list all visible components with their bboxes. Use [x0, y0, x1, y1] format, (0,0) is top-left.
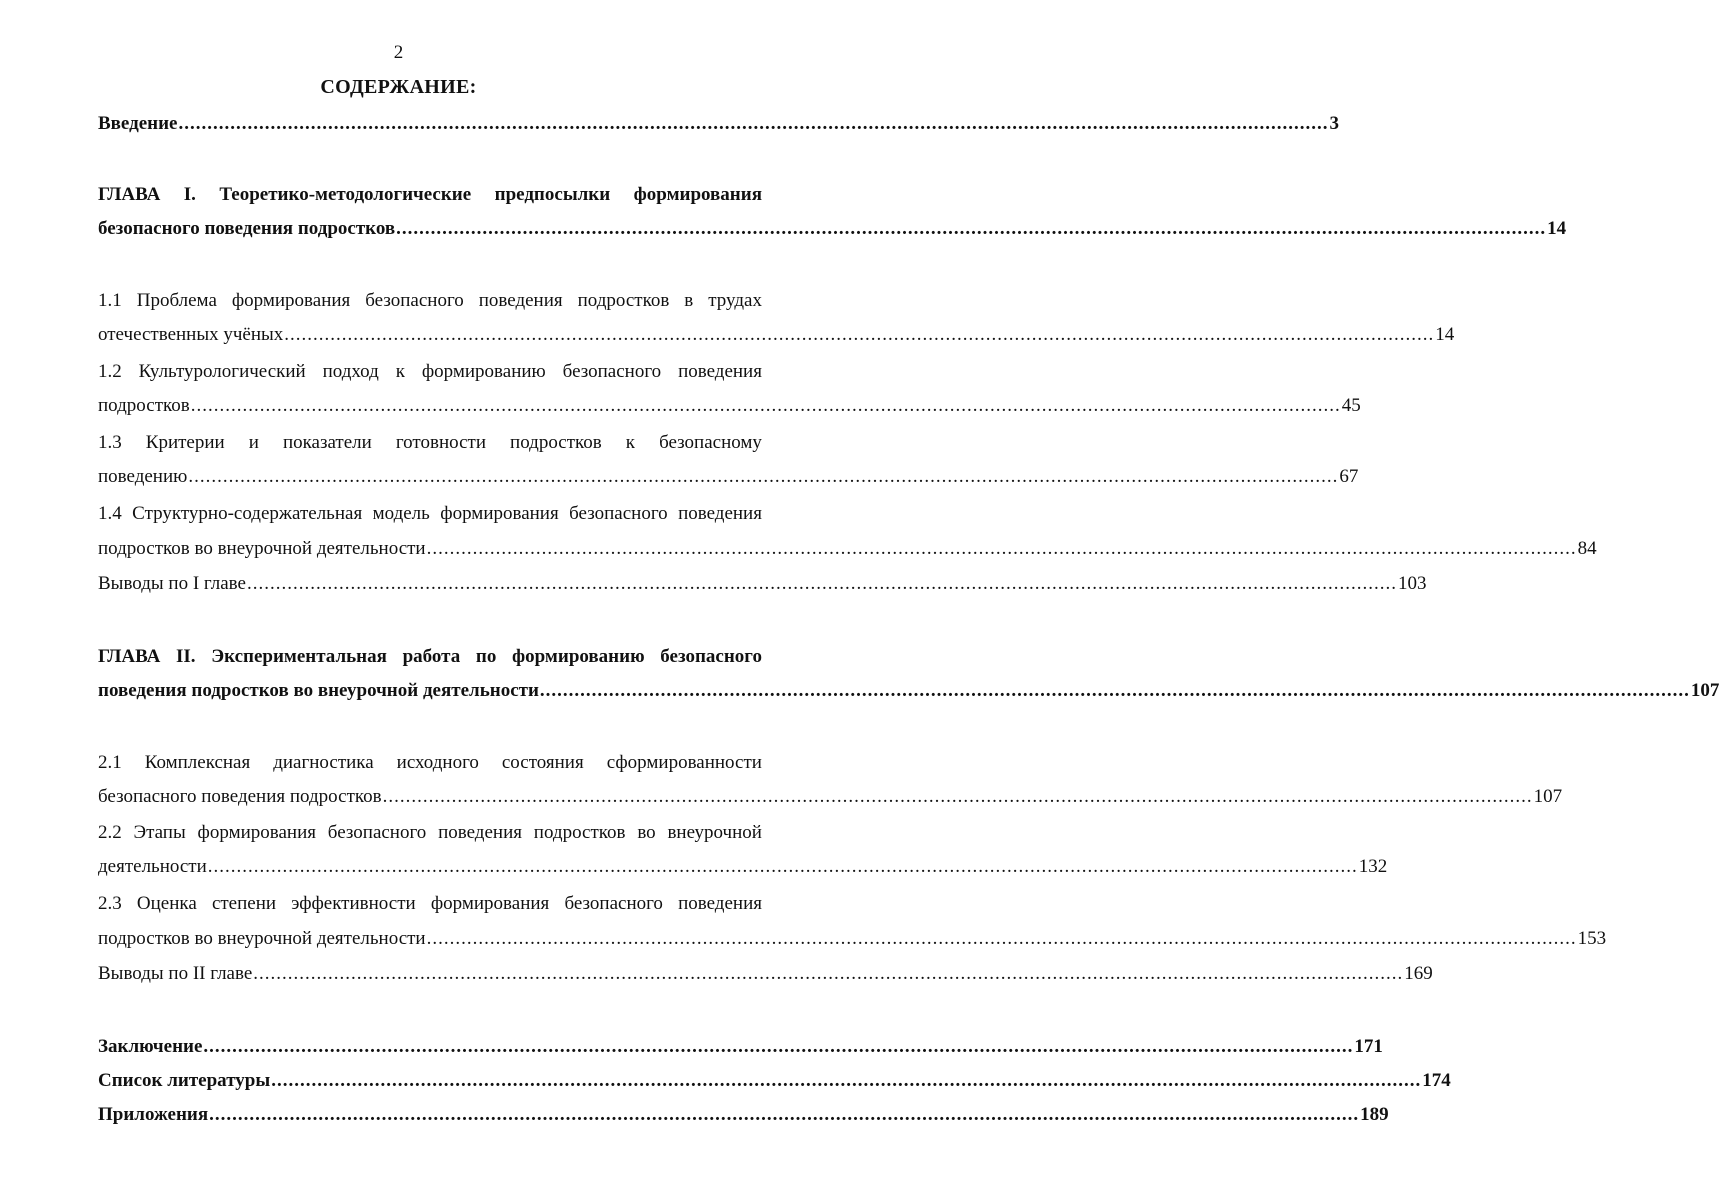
word: Структурно-содержательная — [132, 503, 363, 524]
word: 2.3 — [98, 893, 122, 914]
dot-leader: ........................................................................................................................................................................................................ — [426, 538, 1577, 559]
word: Оценка — [136, 893, 197, 914]
page-number: 2 — [393, 42, 404, 63]
dot-leader: ........................................................................................................................................................................................................ — [396, 218, 1547, 239]
dot-leader: ........................................................................................................................................................................................................ — [190, 395, 1341, 416]
toc-entry-conclusion[interactable] — [98, 1035, 1383, 1059]
word: степени — [211, 893, 277, 914]
toc-section-2-2-line1[interactable] — [98, 821, 762, 845]
word: Этапы — [133, 822, 186, 843]
toc-section-1-3-line1[interactable] — [98, 431, 762, 455]
toc-section-1-2-line2[interactable] — [98, 394, 1361, 418]
word: формирования — [197, 822, 316, 843]
toc-section-2-2-line2[interactable] — [98, 855, 1388, 879]
word: готовности — [395, 432, 486, 453]
word: формирования — [440, 503, 559, 524]
word: внеурочной — [667, 822, 762, 843]
word: безопасного — [365, 290, 464, 311]
toc-entry-label: подростков — [98, 395, 190, 416]
dot-leader: ........................................................................................................................................................................................................ — [246, 573, 1397, 594]
toc-section-1-4-line1[interactable] — [98, 502, 762, 526]
toc-section-2-3-line1[interactable] — [98, 892, 762, 916]
toc-entry-label: подростков во внеурочной деятельности — [98, 928, 426, 949]
toc-page-number: 14 — [1435, 324, 1455, 345]
toc-entry-appendices[interactable] — [98, 1103, 1389, 1127]
toc-page-number: 67 — [1339, 466, 1359, 487]
word: 2.2 — [98, 822, 122, 843]
word: работа — [402, 646, 461, 667]
toc-section-2-1-line2[interactable] — [98, 785, 1563, 809]
word: Комплексная — [144, 752, 251, 773]
word: диагностика — [273, 752, 374, 773]
word: в — [684, 290, 694, 311]
toc-chapter-1-line1[interactable] — [98, 183, 762, 207]
dot-leader: ........................................................................................................................................................................................................ — [284, 324, 1435, 345]
toc-entry-label: безопасного поведения подростков — [98, 218, 396, 239]
dot-leader: ........................................................................................................................................................................................................ — [539, 680, 1690, 701]
toc-page-number: 132 — [1358, 856, 1388, 877]
toc-page-number: 45 — [1341, 395, 1361, 416]
toc-entry-references[interactable] — [98, 1069, 1451, 1093]
toc-page-number: 107 — [1533, 786, 1563, 807]
word: и — [248, 432, 259, 453]
toc-page-number: 171 — [1354, 1036, 1383, 1057]
word: Проблема — [136, 290, 217, 311]
word: I. — [183, 184, 196, 205]
toc-chapter-2-line2[interactable] — [98, 679, 1719, 703]
dot-leader: ........................................................................................................................................................................................................ — [426, 928, 1577, 949]
page-title: СОДЕРЖАНИЕ: — [320, 76, 477, 98]
word: Экспериментальная — [211, 646, 387, 667]
word: безопасного — [660, 646, 762, 667]
word: поведения — [678, 893, 762, 914]
word: подростков — [510, 432, 602, 453]
toc-entry-introduction[interactable] — [98, 112, 1339, 136]
toc-section-1-4-line2[interactable] — [98, 537, 1597, 561]
toc-section-2-1-line1[interactable] — [98, 751, 762, 775]
word: формирования — [430, 893, 550, 914]
word: 1.2 — [98, 361, 122, 382]
word: Культурологический — [138, 361, 306, 382]
toc-page-number: 84 — [1577, 538, 1597, 559]
word: во — [637, 822, 656, 843]
word: ГЛАВА — [98, 184, 161, 205]
dot-leader: ........................................................................................................................................................................................................ — [207, 856, 1358, 877]
word: трудах — [708, 290, 762, 311]
word: по — [475, 646, 497, 667]
word: безопасного — [562, 361, 662, 382]
word: поведения — [678, 361, 762, 382]
toc-entry-label: отечественных учёных — [98, 324, 284, 345]
word: формирования — [633, 184, 762, 205]
word: II. — [175, 646, 196, 667]
toc-page-number: 107 — [1690, 680, 1719, 701]
word: подход — [322, 361, 379, 382]
toc-section-2-3-line2[interactable] — [98, 927, 1607, 951]
word: сформированности — [606, 752, 762, 773]
toc-entry-label: деятельности — [98, 856, 207, 877]
toc-entry-label: подростков во внеурочной деятельности — [98, 538, 426, 559]
word: к — [395, 361, 405, 382]
word: 1.3 — [98, 432, 122, 453]
dot-leader: ........................................................................................................................................................................................................ — [382, 786, 1533, 807]
word: поведения — [438, 822, 522, 843]
word: к — [625, 432, 636, 453]
word: показатели — [282, 432, 372, 453]
toc-section-1-1-line1[interactable] — [98, 289, 762, 313]
word: исходного — [396, 752, 479, 773]
toc-section-1-2-line1[interactable] — [98, 360, 762, 384]
word: формированию — [421, 361, 546, 382]
word: предпосылки — [494, 184, 611, 205]
toc-entry-label: Список литературы — [98, 1070, 271, 1091]
toc-entry-label: поведения подростков во внеурочной деятельности — [98, 680, 539, 701]
word: 1.1 — [98, 290, 122, 311]
word: ГЛАВА — [98, 646, 161, 667]
dot-leader: ........................................................................................................................................................................................................ — [188, 466, 1339, 487]
toc-page-number: 3 — [1329, 113, 1339, 134]
word: 1.4 — [98, 503, 122, 524]
toc-page-number: 189 — [1360, 1104, 1389, 1125]
toc-entry-label: Приложения — [98, 1104, 209, 1125]
word: модель — [372, 503, 430, 524]
word: подростков — [577, 290, 670, 311]
dot-leader: ........................................................................................................................................................................................................ — [209, 1104, 1360, 1125]
toc-entry-label: поведению — [98, 466, 188, 487]
toc-entry-label: Выводы по I главе — [98, 573, 246, 594]
toc-entry-conclusions-2[interactable] — [98, 962, 1433, 986]
toc-page-number: 153 — [1577, 928, 1607, 949]
toc-chapter-1-line2[interactable] — [98, 217, 1567, 241]
toc-page-number: 169 — [1404, 963, 1433, 984]
word: Теоретико-методологические — [219, 184, 472, 205]
toc-section-1-1-line2[interactable] — [98, 323, 1455, 347]
word: безопасному — [659, 432, 762, 453]
toc-page-number: 14 — [1547, 218, 1567, 239]
toc-page-number: 174 — [1422, 1070, 1451, 1091]
word: поведения — [478, 290, 563, 311]
dot-leader: ........................................................................................................................................................................................................ — [203, 1036, 1354, 1057]
word: безопасного — [327, 822, 427, 843]
toc-entry-label: безопасного поведения подростков — [98, 786, 382, 807]
word: безопасного — [569, 503, 668, 524]
toc-entry-label: Заключение — [98, 1036, 203, 1057]
dot-leader: ........................................................................................................................................................................................................ — [253, 963, 1404, 984]
word: формированию — [512, 646, 645, 667]
word: подростков — [533, 822, 626, 843]
toc-chapter-2-line1[interactable] — [98, 645, 762, 669]
word: формирования — [231, 290, 351, 311]
word: 2.1 — [98, 752, 122, 773]
dot-leader: ........................................................................................................................................................................................................ — [178, 113, 1329, 134]
toc-page-number: 103 — [1397, 573, 1427, 594]
toc-entry-conclusions-1[interactable] — [98, 572, 1427, 596]
word: поведения — [678, 503, 762, 524]
word: Критерии — [145, 432, 225, 453]
word: состояния — [501, 752, 584, 773]
word: безопасного — [564, 893, 663, 914]
dot-leader: ........................................................................................................................................................................................................ — [271, 1070, 1422, 1091]
toc-entry-label: Выводы по II главе — [98, 963, 253, 984]
word: эффективности — [291, 893, 416, 914]
toc-entry-label: Введение — [98, 113, 178, 134]
toc-section-1-3-line2[interactable] — [98, 465, 1359, 489]
